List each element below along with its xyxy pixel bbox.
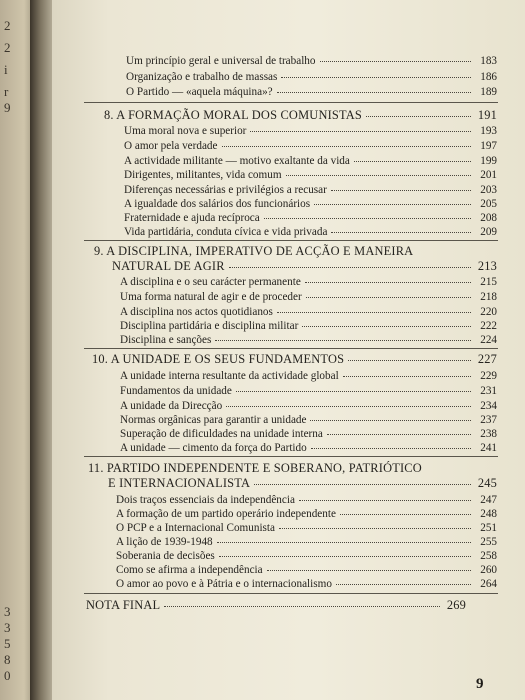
chapter-title: 9. A DISCIPLINA, IMPERATIVO DE ACÇÃO E MANEIRA — [94, 244, 414, 258]
chapter-title: 8. A FORMAÇÃO MORAL DOS COMUNISTAS — [104, 108, 363, 122]
chapter-title: E INTERNACIONALISTA — [108, 476, 251, 490]
entry-page: 229 — [480, 370, 497, 382]
entry-page: 224 — [480, 334, 497, 346]
entry-page: 234 — [480, 400, 497, 412]
left-page-fragment: 5 — [4, 636, 11, 651]
entry-title: Fundamentos da unidade — [120, 385, 232, 397]
entry-title: Superação de dificuldades na unidade interna — [120, 428, 323, 440]
chapter-heading — [108, 476, 497, 491]
dot-leader — [217, 532, 471, 543]
entry-title: O Partido — «aquela máquina»? — [126, 86, 273, 98]
entry-page: 189 — [480, 86, 497, 98]
dot-leader — [306, 287, 471, 298]
entry-page: 209 — [480, 226, 497, 238]
dot-leader — [236, 381, 471, 392]
dot-leader — [331, 222, 471, 233]
dot-leader — [336, 574, 471, 585]
dot-leader — [219, 546, 471, 557]
dot-leader — [331, 180, 471, 191]
dot-leader — [226, 396, 471, 407]
dot-leader — [267, 560, 471, 571]
left-page-fragment: 9 — [4, 100, 11, 115]
toc-entry — [126, 69, 497, 83]
chapter-title: NATURAL DE AGIR — [112, 259, 225, 273]
entry-title: Como se afirma a independência — [116, 564, 263, 576]
chapter-title: 10. A UNIDADE E OS SEUS FUNDAMENTOS — [92, 352, 345, 366]
toc-entry — [120, 368, 497, 382]
toc-entry — [124, 138, 497, 152]
section-divider — [84, 593, 498, 594]
toc-entry — [116, 576, 497, 590]
section-divider — [84, 240, 498, 241]
chapter-page: 245 — [477, 476, 497, 490]
toc-entry — [124, 224, 497, 238]
chapter-page: 191 — [477, 108, 497, 122]
entry-page: 199 — [480, 155, 497, 167]
entry-title: Diferenças necessárias e privilégios a recusar — [124, 184, 327, 196]
left-page-fragment: r — [4, 84, 9, 99]
entry-title: Organização e trabalho de massas — [126, 71, 278, 83]
entry-title: Disciplina e sanções — [120, 334, 212, 346]
entry-page: 197 — [480, 140, 497, 152]
entry-title: Fraternidade e ajuda recíproca — [124, 212, 260, 224]
dot-leader — [327, 424, 471, 435]
dot-leader — [215, 330, 471, 341]
dot-leader — [299, 490, 471, 501]
dot-leader — [164, 596, 440, 607]
dot-leader — [320, 51, 472, 62]
dot-leader — [305, 272, 471, 283]
toc-entry — [120, 289, 497, 303]
left-page-fragment: 3 — [4, 604, 11, 619]
dot-leader — [250, 121, 471, 132]
entry-page: 222 — [480, 320, 497, 332]
entry-page: 260 — [480, 564, 497, 576]
table-of-contents — [52, 0, 525, 700]
entry-title: Uma forma natural de agir e de proceder — [120, 291, 302, 303]
chapter-heading — [92, 352, 497, 367]
chapter-page: 213 — [477, 259, 497, 273]
toc-entry — [126, 53, 497, 67]
toc-entry — [120, 332, 497, 346]
dot-leader — [314, 194, 471, 205]
dot-leader — [343, 366, 471, 377]
dot-leader — [310, 410, 471, 421]
toc-page — [52, 0, 525, 700]
left-page-fragment: 0 — [4, 668, 11, 683]
entry-page: 251 — [480, 522, 497, 534]
entry-page: 215 — [480, 276, 497, 288]
entry-page: 264 — [480, 578, 497, 590]
left-page-fragment: 2 — [4, 40, 11, 55]
entry-title: Vida partidária, conduta cívica e vida privada — [124, 226, 328, 238]
entry-title: Soberania de decisões — [116, 550, 215, 562]
dot-leader — [279, 518, 471, 529]
entry-title: A lição de 1939-1948 — [116, 536, 213, 548]
entry-title: A disciplina nos actos quotidianos — [120, 306, 273, 318]
entry-title: Normas orgânicas para garantir a unidade — [120, 414, 307, 426]
entry-title: Disciplina partidária e disciplina militar — [120, 320, 299, 332]
entry-page: 220 — [480, 306, 497, 318]
dot-leader — [366, 106, 471, 117]
toc-entry — [120, 274, 497, 288]
entry-page: 238 — [480, 428, 497, 440]
dot-leader — [264, 208, 471, 219]
dot-leader — [302, 316, 471, 327]
entry-title: A unidade da Direcção — [120, 400, 223, 412]
toc-entry — [124, 167, 497, 181]
toc-entry — [120, 383, 497, 397]
chapter-heading — [86, 598, 466, 613]
dot-leader — [286, 165, 471, 176]
left-page-fragment: 8 — [4, 652, 11, 667]
toc-entry — [124, 123, 497, 137]
dot-leader — [222, 136, 472, 147]
toc-entry — [126, 84, 497, 98]
entry-title: A actividade militante — motivo exaltante da vida — [124, 155, 350, 167]
dot-leader — [311, 438, 471, 449]
entry-title: Dois traços essenciais da independência — [116, 494, 295, 506]
entry-title: O amor pela verdade — [124, 140, 218, 152]
left-page-fragment: i — [4, 62, 8, 77]
entry-page: 255 — [480, 536, 497, 548]
entry-page: 205 — [480, 198, 497, 210]
dot-leader — [340, 504, 471, 515]
entry-title: A formação de um partido operário independente — [116, 508, 336, 520]
chapter-title: NOTA FINAL — [86, 598, 161, 612]
entry-page: 183 — [480, 55, 497, 67]
entry-page: 241 — [480, 442, 497, 454]
entry-page: 237 — [480, 414, 497, 426]
section-divider — [84, 456, 498, 457]
dot-leader — [254, 474, 471, 485]
entry-page: 218 — [480, 291, 497, 303]
entry-title: Um princípio geral e universal de trabalho — [126, 55, 316, 67]
entry-title: A igualdade dos salários dos funcionários — [124, 198, 311, 210]
entry-title: A unidade — cimento da força do Partido — [120, 442, 307, 454]
left-page-fragment: 3 — [4, 620, 11, 635]
entry-page: 201 — [480, 169, 497, 181]
entry-title: Uma moral nova e superior — [124, 125, 247, 137]
entry-page: 248 — [480, 508, 497, 520]
dot-leader — [354, 151, 471, 162]
dot-leader — [229, 257, 471, 268]
chapter-page: 269 — [446, 598, 466, 612]
entry-page: 258 — [480, 550, 497, 562]
entry-title: O amor ao povo e à Pátria e o internacionalismo — [116, 578, 332, 590]
dot-leader — [348, 350, 471, 361]
entry-page: 203 — [480, 184, 497, 196]
left-page-fragment: 2 — [4, 18, 11, 33]
toc-entry — [120, 440, 497, 454]
entry-page: 247 — [480, 494, 497, 506]
entry-title: A unidade interna resultante da actividade global — [120, 370, 339, 382]
chapter-page: 227 — [477, 352, 497, 366]
dot-leader — [281, 67, 471, 78]
entry-title: A disciplina e o seu carácter permanente — [120, 276, 301, 288]
dot-leader — [277, 82, 471, 93]
entry-page: 193 — [480, 125, 497, 137]
dot-leader — [277, 302, 471, 313]
entry-title: O PCP e a Internacional Comunista — [116, 522, 275, 534]
entry-page: 186 — [480, 71, 497, 83]
section-divider — [84, 102, 498, 103]
section-divider — [84, 348, 498, 349]
entry-title: Dirigentes, militantes, vida comum — [124, 169, 282, 181]
entry-page: 208 — [480, 212, 497, 224]
chapter-title: 11. PARTIDO INDEPENDENTE E SOBERANO, PATRIÓTICO — [88, 461, 422, 475]
page-number: 9 — [476, 676, 484, 692]
entry-page: 231 — [480, 385, 497, 397]
